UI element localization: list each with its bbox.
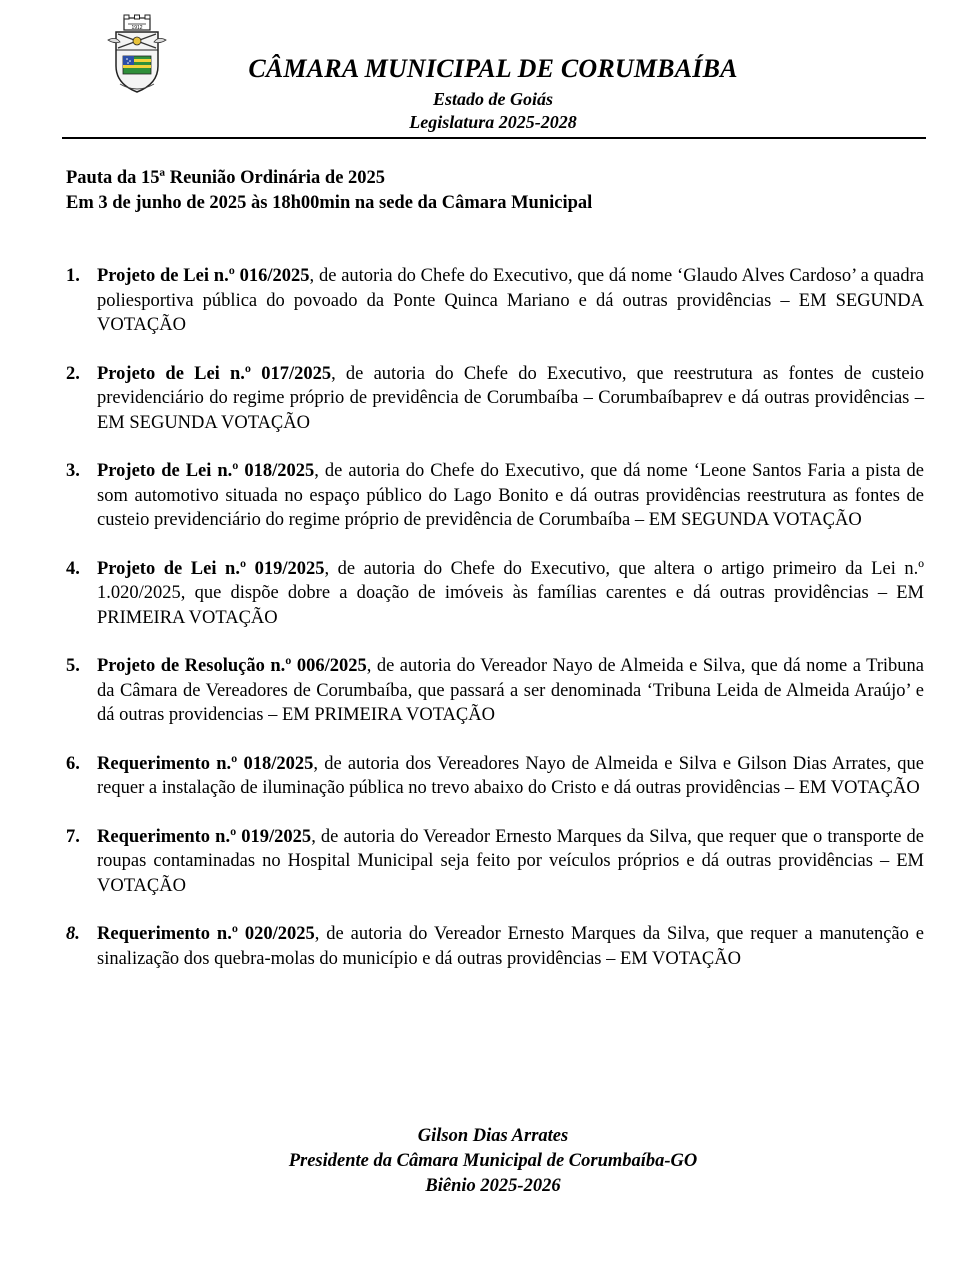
agenda-item-reference: Requerimento n.º 019/2025 xyxy=(97,826,312,847)
agenda-item xyxy=(66,654,924,728)
agenda-item-reference: Projeto de Lei n.º 017/2025 xyxy=(97,363,332,384)
org-title: CÂMARA MUNICIPAL DE CORUMBAÍBA xyxy=(248,54,738,83)
agenda-item-reference: Requerimento n.º 020/2025 xyxy=(97,924,315,944)
agenda-item-description: , de autoria do Chefe do Executivo, que dá nome ‘Glaudo Alves Cardoso’ a quadra poliesportiva pública do povoado da Ponte Quinca Mariano e dá outras providências – EM SEGUNDA VOTAÇÃO xyxy=(97,266,924,335)
agenda-item-number: 7. xyxy=(66,826,80,847)
meeting-heading xyxy=(66,166,592,216)
agenda-item-reference: Projeto de Lei n.º 018/2025 xyxy=(97,461,315,481)
agenda-item-reference: Projeto de Lei n.º 016/2025 xyxy=(97,266,310,286)
agenda-item-number: 2. xyxy=(66,363,80,384)
agenda-item-description: , de autoria do Chefe do Executivo, que reestrutura as fontes de custeio previdenciário do regime próprio de previdência de Corumbaíba – Corumbaíbaprev e dá outras providências – EM SEGUNDA VOTAÇÃO xyxy=(97,363,925,433)
agenda-item-number: 1. xyxy=(66,266,80,286)
agenda-item-reference: Requerimento n.º 018/2025 xyxy=(97,753,314,774)
agenda-item-number: 4. xyxy=(66,558,80,579)
agenda-item-reference: Projeto de Resolução n.º 006/2025 xyxy=(97,656,367,676)
agenda-item-description: , de autoria do Chefe do Executivo, que dá nome ‘Leone Santos Faria a pista de som automotivo situada no espaço público do Lago Bonito e dá outras providências reestrutura as fontes de custeio previdenciário do regime próprio de previdência de Corumbaíba – EM SEGUNDA VOTAÇÃO xyxy=(97,461,925,530)
agenda-items-list xyxy=(66,264,924,995)
signatory-role: Presidente da Câmara Municipal de Corumbaíba-GO xyxy=(288,1151,698,1171)
meeting-date-location: Em 3 de junho de 2025 às 18h00min na sede da Câmara Municipal xyxy=(66,193,593,213)
agenda-item-number: 6. xyxy=(66,753,80,774)
agenda-item-number: 3. xyxy=(66,461,80,481)
agenda-item xyxy=(66,825,924,899)
agenda-item-description: , de autoria do Vereador Nayo de Almeida e Silva, que dá nome a Tribuna da Câmara de Vereadores de Corumbaíba, que passará a ser denominada ‘Tribuna Leida de Almeida Araújo’ e dá outras providencias – EM PRIMEIRA VOTAÇÃO xyxy=(97,656,924,725)
crest-year-text: 1912 xyxy=(131,25,143,31)
agenda-item xyxy=(66,459,924,533)
agenda-item xyxy=(66,264,924,338)
state-subtitle: Estado de Goiás xyxy=(432,89,553,109)
header-divider xyxy=(62,137,926,139)
agenda-item-description: , de autoria do Vereador Ernesto Marques da Silva, que requer que o transporte de roupas contaminadas no Hospital Municipal seja feito por veículos próprios e dá outras providências – EM VOTAÇÃO xyxy=(97,826,924,896)
agenda-item-description: , de autoria do Chefe do Executivo, que altera o artigo primeiro da Lei n.º 1.020/2025, que dispõe dobre a doação de imóveis às famílias carentes e dá outras providências – EM PRIMEIRA VOTAÇÃO xyxy=(97,558,924,628)
signatory-name: Gilson Dias Arrates xyxy=(417,1126,569,1146)
agenda-item-description: , de autoria dos Vereadores Nayo de Almeida e Silva e Gilson Dias Arrates, que requer a instalação de iluminação pública no trevo abaixo do Cristo e dá outras providências – EM VOTAÇÃO xyxy=(97,753,924,798)
signatory-term: Biênio 2025-2026 xyxy=(425,1176,561,1196)
agenda-item-number: 5. xyxy=(66,656,80,676)
agenda-item-reference: Projeto de Lei n.º 019/2025 xyxy=(97,558,325,579)
agenda-item-number: 8. xyxy=(66,924,80,944)
meeting-title: Pauta da 15ª Reunião Ordinária de 2025 xyxy=(66,168,386,188)
agenda-item xyxy=(66,922,924,971)
legislature-subtitle: Legislatura 2025-2028 xyxy=(409,112,577,132)
agenda-item xyxy=(66,752,924,801)
agenda-item-description: , de autoria do Vereador Ernesto Marques da Silva, que requer a manutenção e sinalização dos quebra-molas do município e dá outras providências – EM VOTAÇÃO xyxy=(97,924,924,969)
agenda-item xyxy=(66,557,924,631)
signature-block xyxy=(60,1124,926,1199)
agenda-item xyxy=(66,362,924,436)
